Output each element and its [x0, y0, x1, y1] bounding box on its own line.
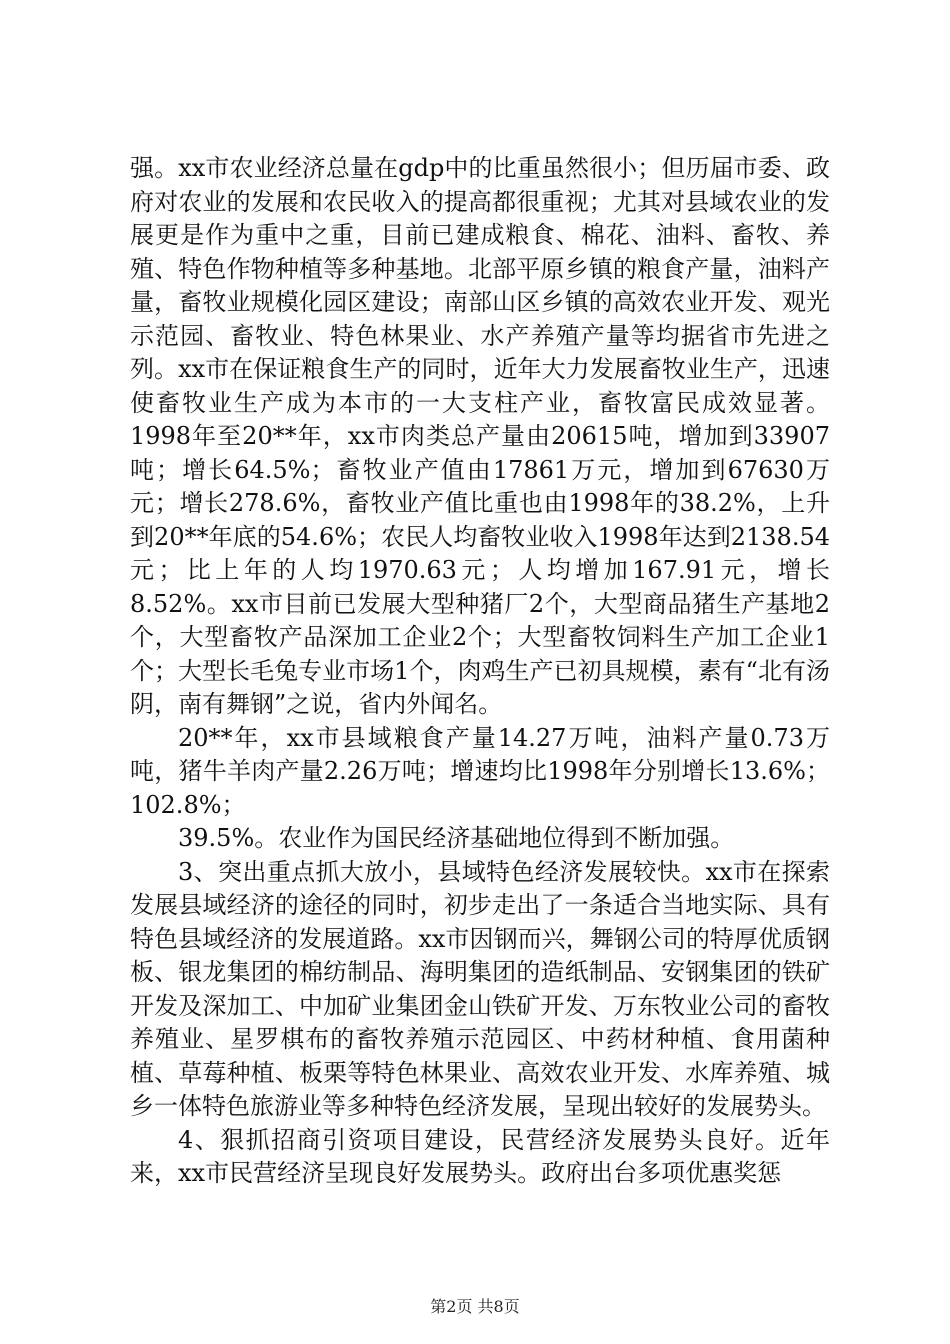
- paragraph-continuation: 强。xx市农业经济总量在gdp中的比重虽然很小；但历届市委、政府对农业的发展和农民收入的提高都很重视；尤其对县域农业的发展更是作为重中之重，目前已建成粮食、棉花、油料、畜牧、养殖、特色作物种植等多种基地。北部平原乡镇的粮食产量，油料产量，畜牧业规模化园区建设；南部山区乡镇的高效农业开发、观光示范园、畜牧业、特色林果业、水产养殖产量等均据省市先进之列。xx市在保证粮食生产的同时，近年大力发展畜牧业生产，迅速使畜牧业生产成为本市的一大支柱产业，畜牧富民成效显著。1998年至20**年，xx市肉类总产量由20615吨，增加到33907吨；增长64.5%；畜牧业产值由17861万元，增加到67630万元；增长278.6%，畜牧业产值比重也由1998年的38.2%，上升到20**年底的54.6%；农民人均畜牧业收入1998年达到2138.54元；比上年的人均1970.63元；人均增加167.91元，增长8.52%。xx市目前已发展大型种猪厂2个，大型商品猪生产基地2个，大型畜牧产品深加工企业2个；大型畜牧饲料生产加工企业1个；大型长毛兔专业市场1个，肉鸡生产已初具规模，素有“北有汤阴，南有舞钢”之说，省内外闻名。: [130, 154, 830, 718]
- body-text: [130, 152, 830, 1191]
- paragraph-grain-output: 20**年，xx市县域粮食产量14.27万吨，油料产量0.73万吨，猪牛羊肉产量2.26万吨；增速均比1998年分别增长13.6%；102.8%；: [130, 723, 830, 819]
- page-number-footer: 第2页 共8页: [430, 1297, 520, 1316]
- paragraph-investment: 4、狠抓招商引资项目建设，民营经济发展势头良好。近年来，xx市民营经济呈现良好发展势头。政府出台多项优惠奖惩: [130, 1125, 830, 1187]
- paragraph-agriculture-base: 39.5%。农业作为国民经济基础地位得到不断加强。: [178, 824, 735, 852]
- paragraph-specialty-economy: 3、突出重点抓大放小，县域特色经济发展较快。xx市在探索发展县域经济的途径的同时，初步走出了一条适合当地实际、具有特色县域经济的发展道路。xx市因钢而兴，舞钢公司的特厚优质钢板、银龙集团的棉纺制品、海明集团的造纸制品、安钢集团的铁矿开发及深加工、中加矿业集团金山铁矿开发、万东牧业公司的畜牧养殖业、星罗棋布的畜牧养殖示范园区、中药材种植、食用菌种植、草莓种植、板栗等特色林果业、高效农业开发、水库养殖、城乡一体特色旅游业等多种特色经济发展，呈现出较好的发展势头。: [130, 857, 830, 1120]
